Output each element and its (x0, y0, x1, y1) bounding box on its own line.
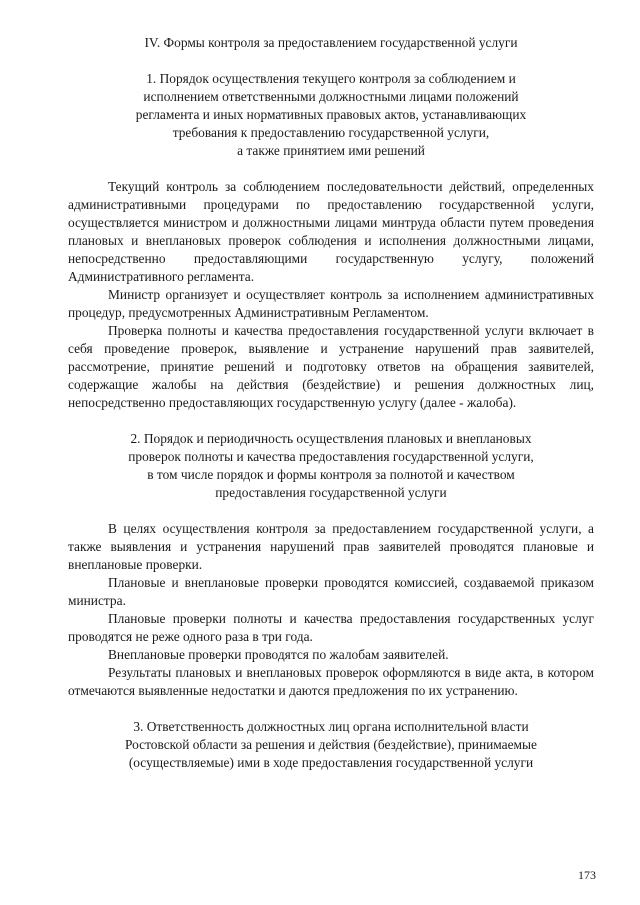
subsection-2-body (68, 520, 594, 700)
subsection-2-heading (68, 430, 594, 502)
subsection-1-body (68, 178, 594, 412)
heading-line: проверок полноты и качества предоставления государственной услуги, (128, 449, 534, 464)
paragraph: Проверка полноты и качества предоставления государственной услуги включает в себя проведение проверок, выявление и устранение нарушений прав заявителей, рассмотрение, принятие решений и подготовку ответов на обращения заявителей, содержащие жалобы на действия (бездействие) и решения должностных лиц, непосредственно предоставляющих государственную услугу (далее - жалоба). (68, 323, 594, 410)
subsection-3-heading (68, 718, 594, 772)
heading-line: регламента и иных нормативных правовых актов, устанавливающих (135, 107, 527, 122)
heading-line: исполнением ответственными должностными лицами положений (143, 89, 519, 104)
heading-line: 3. Ответственность должностных лиц органа исполнительной власти (133, 719, 529, 734)
paragraph: Внеплановые проверки проводятся по жалобам заявителей. (108, 647, 449, 662)
paragraph: Текущий контроль за соблюдением последовательности действий, определенных административными процедурами по предоставлению государственной услуги, осуществляется министром и должностными лицами минтруда области путем проведения плановых и внеплановых проверок соблюдения и исполнения должностными лицами, непосредственно предоставляющими государственную услугу, положений Административного регламента. (68, 179, 594, 284)
heading-line: а также принятием ими решений (237, 143, 425, 158)
heading-line: в том числе порядок и формы контроля за полнотой и качеством (147, 467, 515, 482)
subsection-1-heading (68, 70, 594, 160)
paragraph: Плановые и внеплановые проверки проводятся комиссией, создаваемой приказом министра. (68, 575, 594, 608)
heading-line: требования к предоставлению государственной услуги, (172, 125, 490, 140)
heading-line: Ростовской области за решения и действия (бездействие), принимаемые (125, 737, 537, 752)
page-number: 173 (578, 868, 596, 882)
paragraph: Министр организует и осуществляет контроль за исполнением административных процедур, предусмотренных Административным Регламентом. (68, 287, 594, 320)
section-title: IV. Формы контроля за предоставлением государственной услуги (144, 35, 518, 50)
heading-line: 2. Порядок и периодичность осуществления плановых и внеплановых (130, 431, 532, 446)
paragraph: Плановые проверки полноты и качества предоставления государственных услуг проводятся не реже одного раза в три года. (68, 611, 594, 644)
heading-line: предоставления государственной услуги (215, 485, 447, 500)
document-content (68, 34, 594, 772)
heading-line: (осуществляемые) ими в ходе предоставления государственной услуги (128, 755, 534, 770)
paragraph: Результаты плановых и внеплановых проверок оформляются в виде акта, в котором отмечаются выявленные недостатки и даются предложения по их устранению. (68, 665, 594, 698)
heading-line: 1. Порядок осуществления текущего контроля за соблюдением и (146, 71, 516, 86)
paragraph: В целях осуществления контроля за предоставлением государственной услуги, а также выявления и устранения нарушений прав заявителей проводятся плановые и внеплановые проверки. (68, 521, 594, 572)
